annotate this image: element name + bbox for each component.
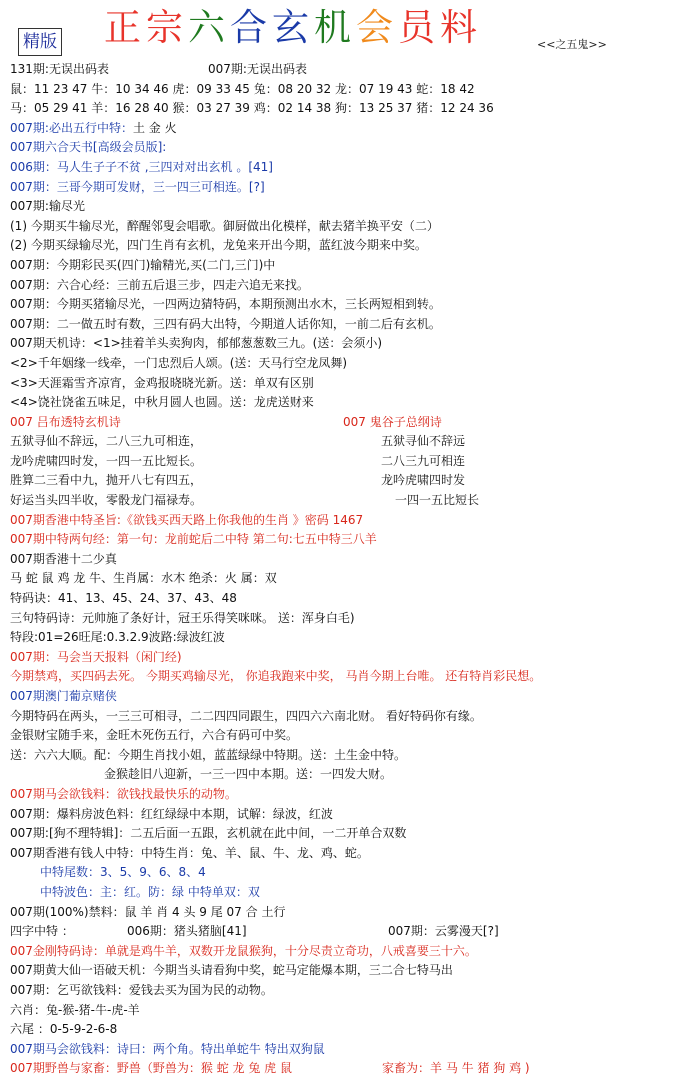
text-line: [10, 942, 686, 962]
text-segment: 007期野兽与家畜：野兽（野兽为：猴 蛇 龙 兔 虎 鼠: [10, 1061, 292, 1076]
title-char: 宗: [146, 6, 188, 49]
text-line: [10, 589, 686, 609]
text-line: [10, 805, 686, 825]
text-segment: 四字中特 ：: [10, 924, 74, 939]
text-line: [10, 315, 686, 335]
text-line: [10, 334, 686, 354]
text-segment: 今期特码在两头，一三三可相寻，二二四四同跟生，四四六六南北财。 看好特码你有缘。: [10, 708, 482, 723]
text-line: [10, 354, 686, 374]
text-line: [10, 1040, 686, 1060]
text-segment: 007期澳门葡京赌侠: [10, 689, 117, 703]
text-segment: 007期：二一做五时有数，三四有码大出特，今期道人话你知，一前二后有玄机。: [10, 316, 441, 331]
text-line: [10, 158, 686, 178]
text-segment: 中特波色：主：红。防：绿 中特单双：双: [40, 884, 260, 899]
text-segment: 007期六合天书[高级会员版]:: [10, 140, 167, 155]
text-line: [10, 432, 686, 452]
text-line: [10, 471, 686, 491]
text-line: [10, 746, 686, 766]
text-line: [10, 863, 686, 883]
text-segment: 家畜为：羊 马 牛 猪 狗 鸡 ): [382, 1061, 530, 1076]
text-segment: 007期:无误出码表: [208, 62, 307, 76]
text-line: [10, 1059, 686, 1079]
text-segment: 007期香港中特圣旨:《欲钱买西天路上你我他的生肖 》密码 1467: [10, 512, 364, 527]
page-title: [104, 6, 482, 50]
text-segment: 007期:输尽光: [10, 199, 85, 214]
text-line: [10, 80, 686, 100]
text-line: [10, 707, 686, 727]
title-char: 员: [398, 6, 440, 49]
text-segment: 007期马会欲钱料：诗曰：两个角。特出单蛇牛 特出双狗鼠: [10, 1041, 325, 1056]
text-segment: <4>饶社饶雀五味足，中秋月圆人也圆。送：龙虎送财来: [10, 395, 314, 410]
text-segment: 007期黄大仙一语破天机：今期当头请看狗中奖，蛇马定能爆本期，三二合七特马出: [10, 963, 453, 978]
edition-badge: 精版: [18, 28, 62, 56]
text-line: [10, 413, 686, 433]
text-line: [10, 1001, 686, 1021]
text-segment: 胜算二三看中九，抛开八七有四五，: [10, 473, 203, 488]
text-segment: 金猴趁旧八迎新，一三一四中本期。送：一四发大财。: [104, 767, 393, 782]
text-segment: 土 金 火: [132, 120, 177, 135]
text-line: [10, 648, 686, 668]
text-segment: 一四一五比短长: [395, 493, 480, 508]
text-segment: 007期：云雾漫天[?]: [388, 924, 499, 939]
text-segment: 龙吟虎啸四时发，一四一五比短长。: [10, 453, 203, 468]
signature: <<之五鬼>>: [537, 38, 607, 51]
text-segment: 006期：猪头猪脑[41]: [127, 924, 247, 939]
text-line: [10, 178, 686, 198]
text-segment: (2) 今期买绿输尽光，四门生肖有玄机，龙兔来开出今期，蓝红波今期来中奖。: [10, 238, 427, 253]
text-line: [10, 256, 686, 276]
text-line: [10, 844, 686, 864]
text-line: [10, 922, 686, 942]
text-line: [10, 628, 686, 648]
text-line: [10, 550, 686, 570]
text-line: [10, 236, 686, 256]
text-segment: 131期:无误出码表: [10, 62, 109, 76]
text-line: [10, 60, 686, 80]
text-segment: 007期香港有钱人中特：中特生肖：兔、羊、鼠、牛、龙、鸡、蛇。: [10, 845, 369, 860]
text-segment: 007期：六合心经：三前五后退三步，四走六追无来找。: [10, 277, 309, 292]
text-segment: 007金刚特码诗：单就是鸡牛羊，双数开龙鼠猴狗，十分尽责立奇功，八戒喜要三十六。: [10, 943, 477, 958]
text-segment: 六尾 ：0-5-9-2-6-8: [10, 1022, 118, 1037]
title-char: 正: [104, 6, 146, 49]
text-line: [10, 1020, 686, 1040]
text-segment: <2>千年姻缘一线牵，一门忠烈后人颂。(送：天马行空龙凤舞): [10, 355, 348, 370]
text-segment: 007期:必出五行中特：: [10, 120, 133, 135]
text-segment: 中特尾数：3、5、9、6、8、4: [40, 865, 206, 880]
text-line: [10, 295, 686, 315]
text-line: [10, 667, 686, 687]
text-line: [10, 197, 686, 217]
text-segment: 007期：三哥今期可发财，三一四三可相连。[?]: [10, 179, 265, 194]
text-segment: 马 蛇 鼠 鸡 龙 牛、生肖属：水木 绝杀：火 属：双: [10, 571, 277, 586]
text-line: [10, 569, 686, 589]
text-segment: 007期中特两句经：第一句：龙前蛇后二中特 第二句:七五中特三八羊: [10, 532, 377, 547]
text-segment: 007期：今期买猪输尽光，一四两边猜特码，本期预测出水木，三长两短相到转。: [10, 297, 441, 312]
text-segment: 五狱寻仙不辞远: [381, 434, 466, 449]
text-segment: 007期：今期彩民买(四门)输精光,买(二门,三门)中: [10, 257, 276, 272]
text-line: [10, 276, 686, 296]
text-line: [10, 981, 686, 1001]
text-line: [10, 785, 686, 805]
text-segment: 007期：乞丐欲钱料：爱钱去买为国为民的动物。: [10, 982, 273, 997]
text-line: [10, 530, 686, 550]
text-segment: 特码诀：41、13、45、24、37、43、48: [10, 591, 237, 606]
text-segment: 二八三九可相连: [381, 453, 466, 468]
text-line: [10, 393, 686, 413]
text-segment: <3>天涯霜雪齐凉宵，金鸡报晓晓光新。送：单双有区别: [10, 375, 314, 390]
title-char: 六: [188, 6, 230, 49]
text-line: [10, 609, 686, 629]
tips-list: [10, 60, 686, 1079]
text-line: [10, 726, 686, 746]
text-segment: 006期：马人生子子不贫 ,三四对对出玄机 。[41]: [10, 159, 273, 174]
text-line: [10, 903, 686, 923]
title-char: 机: [314, 6, 356, 49]
title-char: 料: [440, 6, 482, 49]
title-char: 合: [230, 6, 272, 49]
text-segment: 今期禁鸡，买四码去死。 今期买鸡输尽光， 你追我跑来中奖， 马肖今期上台唯。 还有特肖彩民想。: [10, 669, 542, 684]
text-segment: 007 鬼谷子总纲诗: [343, 414, 442, 429]
text-line: [10, 374, 686, 394]
text-line: [10, 961, 686, 981]
text-segment: 六肖：兔-猴-猪-牛-虎-羊: [10, 1002, 140, 1017]
text-segment: 五狱寻仙不辞远，二八三九可相连，: [10, 434, 203, 449]
title-char: 会: [356, 6, 398, 49]
text-line: [10, 452, 686, 472]
text-segment: 金银财宝随手来，金旺木死伤五行，六合有码可中奖。: [10, 728, 299, 743]
text-line: [10, 511, 686, 531]
text-segment: 鼠：11 23 47 牛：10 34 46 虎：09 33 45 兔：08 20 32 龙：07 19 43 蛇：18 42: [10, 81, 475, 96]
text-segment: 007期(100%)禁料：鼠 羊 肖 4 头 9 尾 07 合 土行: [10, 904, 286, 919]
text-segment: 007期香港十二少真: [10, 551, 117, 566]
text-segment: 特段:01=26旺尾:0.3.2.9波路:绿波红波: [10, 630, 225, 645]
text-line: [10, 824, 686, 844]
text-segment: 007期马会欲钱料：欲钱找最快乐的动物。: [10, 786, 237, 801]
text-line: [10, 119, 686, 139]
text-segment: 送：六六大顺。配：今期生肖找小姐，蓝蓝绿绿中特期。送：土生金中特。: [10, 747, 407, 762]
text-line: [10, 883, 686, 903]
header: [0, 0, 690, 62]
text-segment: 007期：爆料房波色料：红红绿绿中本期，试解：绿波，红波: [10, 806, 333, 821]
text-segment: (1) 今期买牛输尽光，醉醒邻叟会唱歌。御厨做出化模样，献去猪羊换平安（二）: [10, 218, 439, 233]
text-line: [10, 99, 686, 119]
title-char: 玄: [272, 6, 314, 49]
text-line: [10, 138, 686, 158]
text-segment: 007 吕布透特玄机诗: [10, 414, 121, 429]
text-segment: 三句特码诗：元帅施了条好计，冠王乐得笑咪咪。 送：浑身白毛): [10, 610, 355, 625]
text-segment: 007期天机诗：<1>挂着羊头卖狗肉，郁郁葱葱数三九。(送：会须小): [10, 336, 383, 351]
text-segment: 好运当头四半收，零骰龙门福禄寿。: [10, 493, 203, 508]
text-line: [10, 687, 686, 707]
text-line: [10, 491, 686, 511]
text-line: [10, 217, 686, 237]
text-line: [10, 765, 686, 785]
text-segment: 007期:[狗不理特辑]：二五后面一五跟，玄机就在此中间，一二开单合双数: [10, 826, 407, 841]
text-segment: 007期：马会当天报料（闲门经): [10, 649, 182, 664]
text-segment: 龙吟虎啸四时发: [381, 473, 466, 488]
text-segment: 马：05 29 41 羊：16 28 40 猴：03 27 39 鸡：02 14 38 狗：13 25 37 猪：12 24 36: [10, 101, 494, 116]
